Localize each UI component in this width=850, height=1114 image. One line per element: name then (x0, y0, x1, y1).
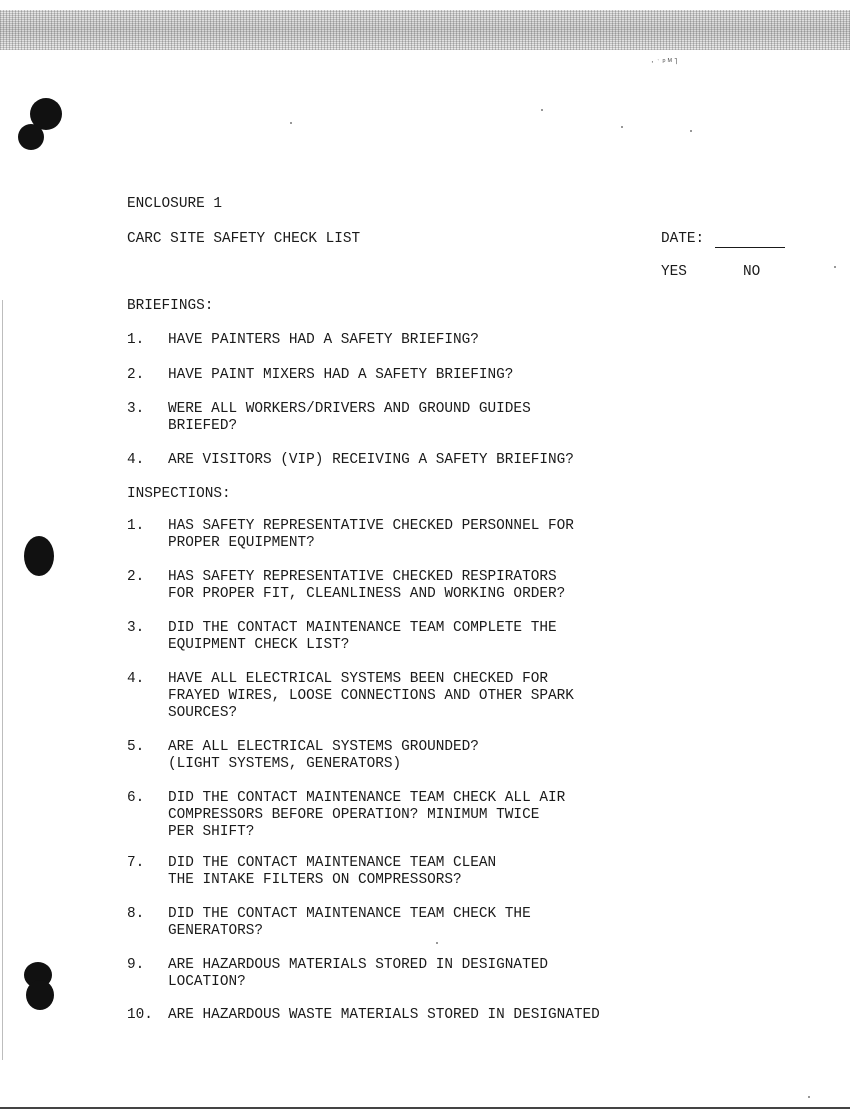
punch-hole (26, 980, 54, 1010)
section-heading-briefings: BRIEFINGS: (127, 298, 214, 314)
item-number: 7. (127, 855, 145, 871)
date-label: DATE: (661, 231, 705, 247)
item-text: HAS SAFETY REPRESENTATIVE CHECKED RESPIRATORS FOR PROPER FIT, CLEANLINESS AND WORKING ORDER? (168, 569, 566, 602)
item-number: 3. (127, 401, 145, 417)
item-text: HAVE PAINT MIXERS HAD A SAFETY BRIEFING? (168, 367, 514, 383)
item-text: DID THE CONTACT MAINTENANCE TEAM CHECK THE GENERATORS? (168, 906, 531, 939)
item-number: 5. (127, 739, 145, 755)
item-text: ARE HAZARDOUS WASTE MATERIALS STORED IN DESIGNATED (168, 1007, 600, 1023)
page-bottom-edge (0, 1107, 850, 1109)
item-number: 6. (127, 790, 145, 806)
scan-speck (436, 942, 438, 944)
item-number: 8. (127, 906, 145, 922)
punch-hole (24, 536, 54, 576)
date-field-line[interactable] (715, 247, 785, 248)
no-column-header: NO (743, 264, 761, 280)
scan-speck (621, 126, 623, 128)
item-text: WERE ALL WORKERS/DRIVERS AND GROUND GUIDES BRIEFED? (168, 401, 531, 434)
item-text: DID THE CONTACT MAINTENANCE TEAM COMPLETE THE EQUIPMENT CHECK LIST? (168, 620, 557, 653)
page-title: CARC SITE SAFETY CHECK LIST (127, 231, 361, 247)
enclosure-label: ENCLOSURE 1 (127, 196, 222, 212)
scan-speck (690, 130, 692, 132)
item-text: ARE HAZARDOUS MATERIALS STORED IN DESIGNATED LOCATION? (168, 957, 548, 990)
item-number: 4. (127, 452, 145, 468)
item-text: HAVE ALL ELECTRICAL SYSTEMS BEEN CHECKED FOR FRAYED WIRES, LOOSE CONNECTIONS AND OTHER SPARK SOURCES? (168, 671, 574, 721)
scan-speck (808, 1096, 810, 1098)
scan-mark: ·ˑᵖᴹ˥ (650, 58, 680, 67)
scan-speck (541, 109, 543, 111)
item-text: ARE ALL ELECTRICAL SYSTEMS GROUNDED? (LIGHT SYSTEMS, GENERATORS) (168, 739, 479, 772)
scan-noise-band (0, 10, 850, 50)
page-left-edge (2, 300, 3, 1060)
item-number: 10. (127, 1007, 153, 1023)
item-text: DID THE CONTACT MAINTENANCE TEAM CHECK ALL AIR COMPRESSORS BEFORE OPERATION? MINIMUM TWICE PER SHIFT? (168, 790, 566, 840)
item-number: 4. (127, 671, 145, 687)
item-text: HAS SAFETY REPRESENTATIVE CHECKED PERSONNEL FOR PROPER EQUIPMENT? (168, 518, 574, 551)
scan-speck (290, 122, 292, 124)
section-heading-inspections: INSPECTIONS: (127, 486, 231, 502)
item-text: HAVE PAINTERS HAD A SAFETY BRIEFING? (168, 332, 479, 348)
item-number: 9. (127, 957, 145, 973)
item-number: 1. (127, 518, 145, 534)
item-text: DID THE CONTACT MAINTENANCE TEAM CLEAN THE INTAKE FILTERS ON COMPRESSORS? (168, 855, 497, 888)
item-text: ARE VISITORS (VIP) RECEIVING A SAFETY BRIEFING? (168, 452, 574, 468)
scan-speck (834, 266, 836, 268)
punch-hole (18, 124, 44, 150)
item-number: 1. (127, 332, 145, 348)
item-number: 3. (127, 620, 145, 636)
item-number: 2. (127, 367, 145, 383)
item-number: 2. (127, 569, 145, 585)
yes-column-header: YES (661, 264, 687, 280)
